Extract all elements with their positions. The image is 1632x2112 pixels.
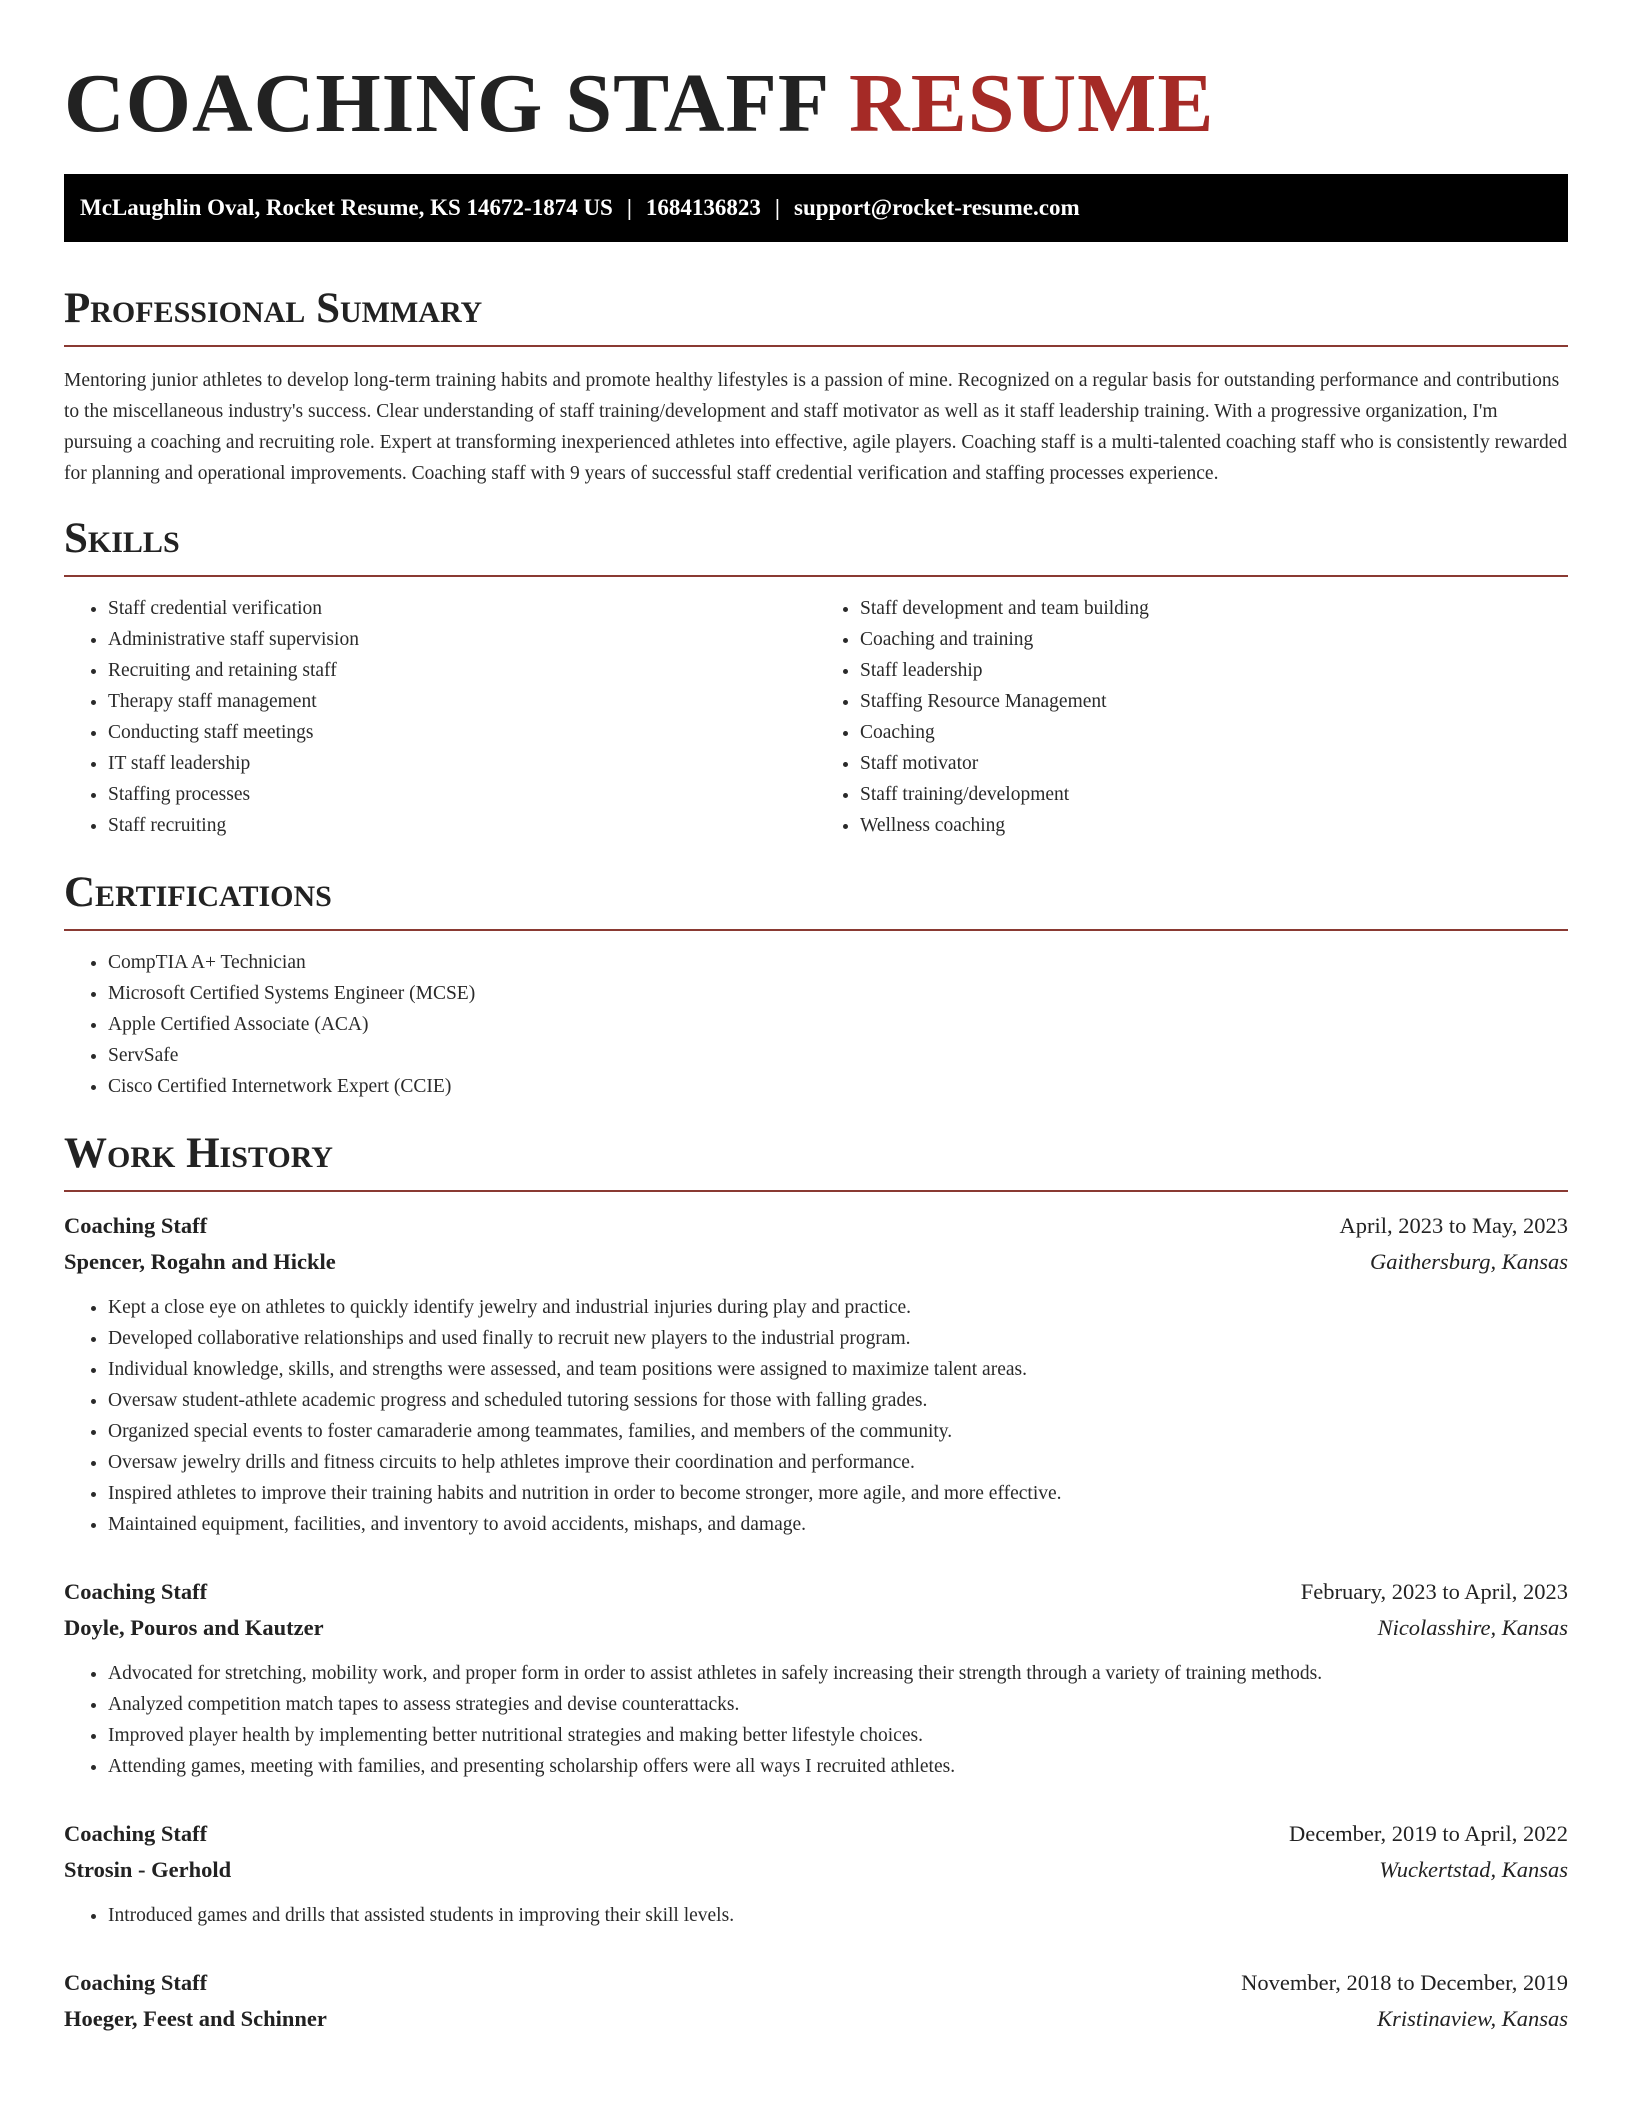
summary-section [64, 283, 1568, 489]
job-company: Strosin - Gerhold [64, 1857, 232, 1882]
skills-section [64, 513, 1568, 841]
certifications-heading: Certifications [64, 869, 332, 916]
skill-item: • Therapy staff management [108, 686, 816, 717]
job-bullet: • Oversaw jewelry drills and fitness circuits to help athletes improve their coordination and performance. [108, 1447, 1568, 1478]
skill-item: • Coaching [860, 717, 1568, 748]
job-entry [64, 1574, 1568, 1782]
job-header [64, 1208, 1568, 1244]
job-bullets [64, 1292, 1568, 1540]
section-divider [64, 929, 1568, 931]
job-header [64, 1574, 1568, 1610]
skill-item: • Staff development and team building [860, 593, 1568, 624]
certification-item: • Cisco Certified Internetwork Expert (CCIE) [108, 1071, 1568, 1102]
job-title: Coaching Staff [64, 1579, 208, 1604]
job-bullet: • Oversaw student-athlete academic progress and scheduled tutoring sessions for those with falling grades. [108, 1385, 1568, 1416]
skill-item: • Staff motivator [860, 748, 1568, 779]
job-location: Wuckertstad, Kansas [1379, 1857, 1568, 1882]
job-bullet: • Kept a close eye on athletes to quickly identify jewelry and industrial injuries during play and practice. [108, 1292, 1568, 1323]
title-accent: RESUME [849, 57, 1215, 150]
job-location: Nicolasshire, Kansas [1377, 1615, 1568, 1640]
section-divider [64, 1190, 1568, 1192]
job-subheader [64, 1244, 1568, 1280]
skill-item: • Staffing processes [108, 779, 816, 810]
certification-item: • CompTIA A+ Technician [108, 947, 1568, 978]
skill-item: • Conducting staff meetings [108, 717, 816, 748]
contact-separator: | [626, 195, 632, 220]
title-main: COACHING STAFF [64, 57, 828, 150]
job-entry [64, 1965, 1568, 2037]
job-bullet: • Advocated for stretching, mobility work, and proper form in order to assist athletes in safely increasing their strength through a variety of training methods. [108, 1658, 1568, 1689]
skill-item: • Staffing Resource Management [860, 686, 1568, 717]
skills-list-right [816, 593, 1568, 841]
skill-item: • IT staff leadership [108, 748, 816, 779]
job-bullet: • Organized special events to foster camaraderie among teammates, families, and members of the community. [108, 1416, 1568, 1447]
skills-column-left [64, 593, 816, 841]
skills-heading: Skills [64, 515, 180, 562]
resume-title [64, 0, 1568, 150]
section-divider [64, 345, 1568, 347]
job-subheader [64, 2001, 1568, 2037]
skill-item: • Wellness coaching [860, 810, 1568, 841]
job-title: Coaching Staff [64, 1213, 208, 1238]
job-bullet: • Introduced games and drills that assisted students in improving their skill levels. [108, 1900, 1568, 1931]
work-history-heading: Work History [64, 1130, 333, 1177]
summary-text: Mentoring junior athletes to develop long-term training habits and promote healthy lifestyles is a passion of mine. Recognized on a regular basis for outstanding performance and contributions to the miscellaneous industry's success. Clear understanding of staff training/development and staff motivator as well as it staff leadership training. With a progressive organization, I'm pursuing a coaching and recruiting role. Expert at transforming inexperienced athletes into effective, agile players. Coaching staff is a multi-talented coaching staff who is consistently rewarded for planning and operational improvements. Coaching staff with 9 years of successful staff credential verification and staffing processes experience. [64, 370, 1568, 484]
job-bullets [64, 1900, 1568, 1931]
job-header [64, 1965, 1568, 2001]
skills-list-left [64, 593, 816, 841]
summary-heading: Professional Summary [64, 285, 483, 332]
certification-item: • Microsoft Certified Systems Engineer (MCSE) [108, 978, 1568, 1009]
job-company: Doyle, Pouros and Kautzer [64, 1615, 324, 1640]
job-title: Coaching Staff [64, 1821, 208, 1846]
job-bullet: • Individual knowledge, skills, and strengths were assessed, and team positions were assigned to maximize talent areas. [108, 1354, 1568, 1385]
job-dates: February, 2023 to April, 2023 [1300, 1579, 1568, 1604]
job-title: Coaching Staff [64, 1970, 208, 1995]
certifications-list [64, 947, 1568, 1102]
skill-item: • Coaching and training [860, 624, 1568, 655]
certifications-section [64, 867, 1568, 1102]
skill-item: • Administrative staff supervision [108, 624, 816, 655]
job-entry [64, 1816, 1568, 1931]
job-location: Gaithersburg, Kansas [1370, 1249, 1568, 1274]
job-bullet: • Developed collaborative relationships and used finally to recruit new players to the industrial program. [108, 1323, 1568, 1354]
job-company: Hoeger, Feest and Schinner [64, 2006, 327, 2031]
contact-email[interactable]: support@rocket-resume.com [794, 195, 1080, 220]
job-dates: November, 2018 to December, 2019 [1241, 1970, 1568, 1995]
job-subheader [64, 1610, 1568, 1646]
job-subheader [64, 1852, 1568, 1888]
skill-item: • Recruiting and retaining staff [108, 655, 816, 686]
skill-item: • Staff leadership [860, 655, 1568, 686]
job-bullet: • Inspired athletes to improve their training habits and nutrition in order to become stronger, more agile, and more effective. [108, 1478, 1568, 1509]
contact-phone: 1684136823 [645, 195, 761, 220]
job-bullets [64, 1658, 1568, 1782]
skill-item: • Staff recruiting [108, 810, 816, 841]
job-dates: December, 2019 to April, 2022 [1288, 1821, 1568, 1846]
job-bullet: • Attending games, meeting with families, and presenting scholarship offers were all ways I recruited athletes. [108, 1751, 1568, 1782]
skill-item: • Staff training/development [860, 779, 1568, 810]
certification-item: • Apple Certified Associate (ACA) [108, 1009, 1568, 1040]
contact-bar [64, 174, 1568, 242]
job-location: Kristinaview, Kansas [1377, 2006, 1568, 2031]
skills-column-right [816, 593, 1568, 841]
contact-address: McLaughlin Oval, Rocket Resume, KS 14672-1874 US [80, 195, 613, 220]
skill-item: • Staff credential verification [108, 593, 816, 624]
job-bullet: • Maintained equipment, facilities, and inventory to avoid accidents, mishaps, and damage. [108, 1509, 1568, 1540]
skills-columns [64, 593, 1568, 841]
work-history-section [64, 1128, 1568, 2037]
section-divider [64, 575, 1568, 577]
job-entry [64, 1208, 1568, 1540]
contact-separator: | [774, 195, 780, 220]
job-company: Spencer, Rogahn and Hickle [64, 1249, 336, 1274]
job-bullet: • Analyzed competition match tapes to assess strategies and devise counterattacks. [108, 1689, 1568, 1720]
job-header [64, 1816, 1568, 1852]
job-bullet: • Improved player health by implementing better nutritional strategies and making better lifestyle choices. [108, 1720, 1568, 1751]
job-dates: April, 2023 to May, 2023 [1339, 1213, 1568, 1238]
certification-item: • ServSafe [108, 1040, 1568, 1071]
